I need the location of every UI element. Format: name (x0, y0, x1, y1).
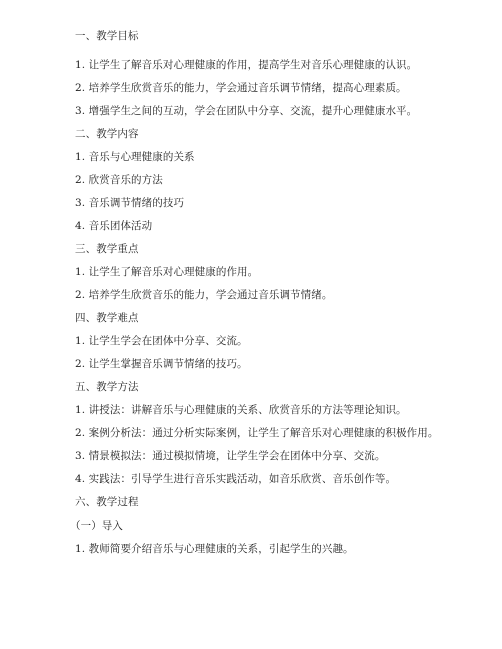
heading-key-points: 三、教学重点 (75, 243, 139, 255)
content-item-2: 2. 欣赏音乐的方法 (75, 174, 163, 186)
method-item-3: 3. 情景模拟法：通过模拟情境，让学生学会在团体中分享、交流。 (75, 450, 386, 462)
content-item-3: 3. 音乐调节情绪的技巧 (75, 197, 185, 209)
heading-teaching-goals: 一、教学目标 (75, 30, 139, 42)
content-item-4: 4. 音乐团体活动 (75, 220, 153, 232)
process-item-1: 1. 教师简要介绍音乐与心理健康的关系，引起学生的兴趣。 (75, 543, 354, 555)
heading-teaching-content: 二、教学内容 (75, 128, 139, 140)
goal-item-2: 2. 培养学生欣赏音乐的能力，学会通过音乐调节情绪，提高心理素质。 (75, 82, 407, 94)
subheading-introduction: （一）导入 (70, 520, 123, 532)
method-item-2: 2. 案例分析法：通过分析实际案例，让学生了解音乐对心理健康的积极作用。 (75, 427, 439, 439)
difficulty-item-2: 2. 让学生掌握音乐调节情绪的技巧。 (75, 358, 248, 370)
goal-item-1: 1. 让学生了解音乐对心理健康的作用，提高学生对音乐心理健康的认识。 (75, 59, 418, 71)
key-point-item-2: 2. 培养学生欣赏音乐的能力，学会通过音乐调节情绪。 (75, 289, 333, 301)
key-point-item-1: 1. 让学生了解音乐对心理健康的作用。 (75, 266, 259, 278)
goal-item-3: 3. 增强学生之间的互动，学会在团队中分享、交流，提升心理健康水平。 (75, 105, 418, 117)
heading-teaching-methods: 五、教学方法 (75, 381, 139, 393)
content-item-1: 1. 音乐与心理健康的关系 (75, 151, 195, 163)
heading-teaching-process: 六、教学过程 (75, 496, 139, 508)
heading-difficulties: 四、教学难点 (75, 312, 139, 324)
method-item-4: 4. 实践法：引导学生进行音乐实践活动，如音乐欣赏、音乐创作等。 (75, 473, 397, 485)
method-item-1: 1. 讲授法：讲解音乐与心理健康的关系、欣赏音乐的方法等理论知识。 (75, 404, 407, 416)
difficulty-item-1: 1. 让学生学会在团体中分享、交流。 (75, 335, 248, 347)
